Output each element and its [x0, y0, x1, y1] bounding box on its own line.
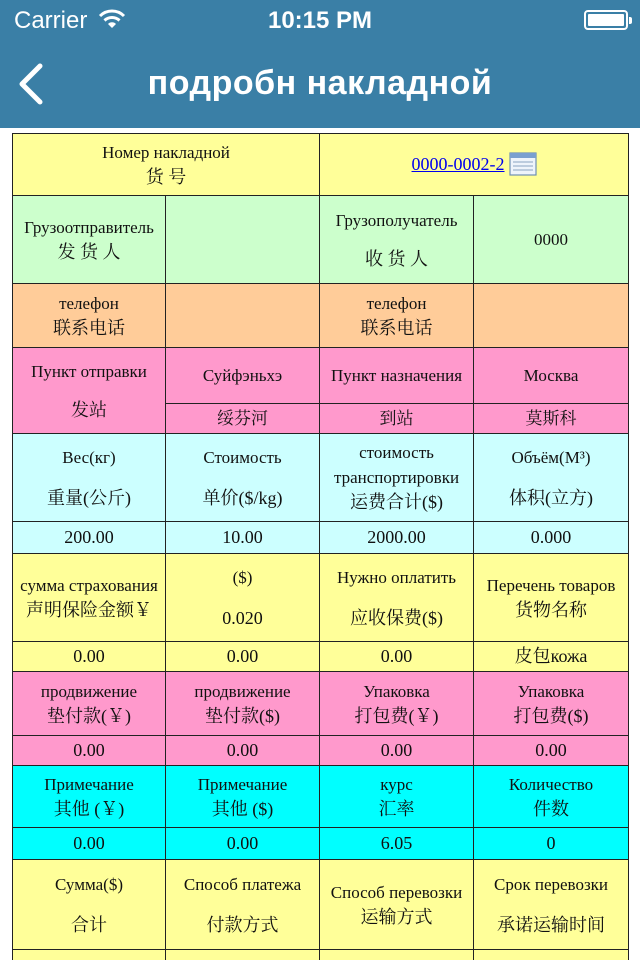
insurance-due-value: 0.00	[320, 642, 474, 672]
table-row	[13, 642, 629, 672]
goods-value: 皮包кожа	[474, 642, 629, 672]
clock: 10:15 PM	[267, 7, 373, 34]
cell	[166, 950, 320, 960]
payment-label: Способ платежа 付款方式	[166, 860, 320, 950]
invoice-number-cell	[320, 134, 629, 196]
consignee-label: Грузополучатель 收 货 人	[320, 196, 474, 284]
transport-cost-label: стоимость транспортировки 运费合计($)	[320, 434, 474, 522]
cell	[474, 950, 629, 960]
table-row	[13, 828, 629, 860]
insurance-due-label: Нужно оплатить 应收保费($)	[320, 554, 474, 642]
unit-price-value: 10.00	[166, 522, 320, 554]
cell	[13, 950, 166, 960]
invoice-number-link[interactable]: 0000-0002-2	[411, 154, 505, 174]
volume-label: Объём(М³) 体积(立方)	[474, 434, 629, 522]
invoice-details	[0, 128, 640, 960]
destination-label-ru: Пункт назначения	[320, 348, 474, 404]
consignee-phone-label: телефон 联系电话	[320, 284, 474, 348]
transport-mode-label: Способ перевозки 运输方式	[320, 860, 474, 950]
transport-cost-value: 2000.00	[320, 522, 474, 554]
insurance-value: 0.00	[13, 642, 166, 672]
table-row	[13, 434, 629, 522]
table-row	[13, 284, 629, 348]
nav-bar	[0, 40, 640, 128]
shipper-phone-value	[166, 284, 320, 348]
packing-usd-value: 0.00	[474, 736, 629, 766]
shipper-phone-label: телефон 联系电话	[13, 284, 166, 348]
table-row	[13, 860, 629, 950]
advance-usd-label: продвижение 垫付款($)	[166, 672, 320, 736]
other-rmb-value: 0.00	[13, 828, 166, 860]
other-usd-label: Примечание 其他 ($)	[166, 766, 320, 828]
table-row	[13, 554, 629, 642]
quantity-value: 0	[474, 828, 629, 860]
packing-rmb-value: 0.00	[320, 736, 474, 766]
table-row	[13, 672, 629, 736]
advance-rmb-label: продвижение 垫付款(￥)	[13, 672, 166, 736]
weight-label: Вес(кг) 重量(公斤)	[13, 434, 166, 522]
other-usd-value: 0.00	[166, 828, 320, 860]
quantity-label: Количество 件数	[474, 766, 629, 828]
table-row	[13, 196, 629, 284]
table-row	[13, 348, 629, 404]
rate-label: курс 汇率	[320, 766, 474, 828]
destination-label-cn: 到站	[320, 404, 474, 434]
origin-value-cn: 绥芬河	[166, 404, 320, 434]
shipper-label: Грузоотправитель 发 货 人	[13, 196, 166, 284]
destination-value-ru: Москва	[474, 348, 629, 404]
packing-rmb-label: Упаковка 打包费(￥)	[320, 672, 474, 736]
rate-value: 6.05	[320, 828, 474, 860]
transit-time-label: Срок перевозки 承诺运输时间	[474, 860, 629, 950]
status-bar	[0, 0, 640, 40]
table-row	[13, 522, 629, 554]
invoice-table	[12, 133, 629, 960]
destination-value-cn: 莫斯科	[474, 404, 629, 434]
insurance-rate-value: 0.00	[166, 642, 320, 672]
insurance-label: сумма страхования 声明保险金额￥	[13, 554, 166, 642]
calendar-icon[interactable]	[509, 152, 537, 176]
origin-label: Пункт отправки 发站	[13, 348, 166, 434]
table-row	[13, 766, 629, 828]
shipper-value	[166, 196, 320, 284]
invoice-number-label: Номер накладной 货 号	[13, 134, 320, 196]
other-rmb-label: Примечание 其他 (￥)	[13, 766, 166, 828]
carrier-label: Carrier	[14, 7, 88, 34]
consignee-phone-value	[474, 284, 629, 348]
advance-usd-value: 0.00	[166, 736, 320, 766]
volume-value: 0.000	[474, 522, 629, 554]
battery-icon	[584, 10, 628, 30]
consignee-value: 0000	[474, 196, 629, 284]
cell	[320, 950, 474, 960]
origin-value-ru: Суйфэньхэ	[166, 348, 320, 404]
unit-price-label: Стоимость 单价($/kg)	[166, 434, 320, 522]
insurance-rate-label: ($) 0.020	[166, 554, 320, 642]
weight-value: 200.00	[13, 522, 166, 554]
table-row	[13, 134, 629, 196]
table-row	[13, 950, 629, 960]
page-title: подробн накладной	[147, 64, 493, 102]
goods-label: Перечень товаров 货物名称	[474, 554, 629, 642]
packing-usd-label: Упаковка 打包费($)	[474, 672, 629, 736]
table-row	[13, 736, 629, 766]
advance-rmb-value: 0.00	[13, 736, 166, 766]
total-label: Сумма($) 合计	[13, 860, 166, 950]
